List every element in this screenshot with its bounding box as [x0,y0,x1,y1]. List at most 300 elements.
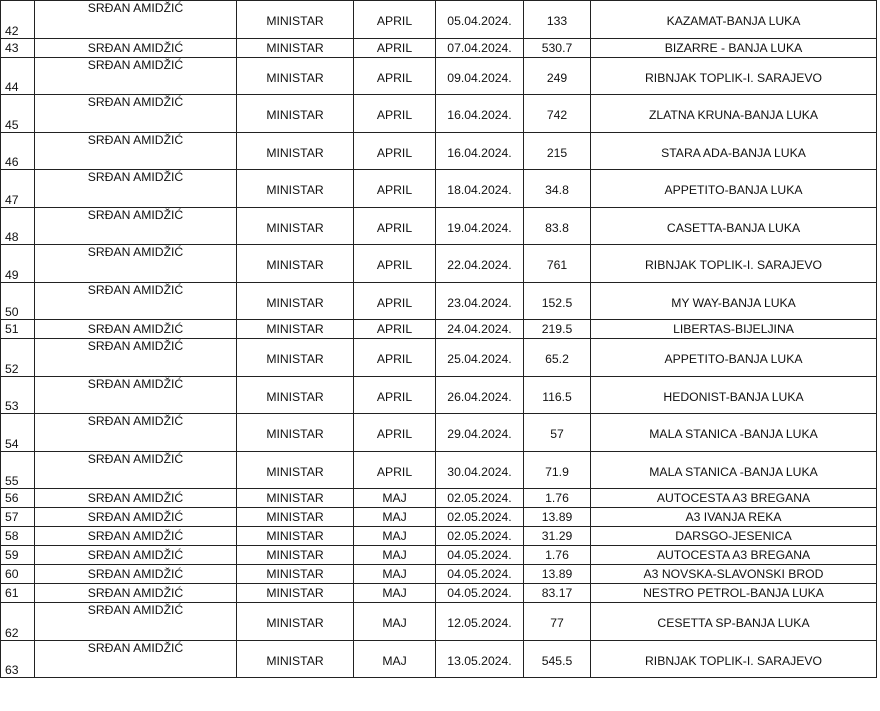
expense-place: A3 NOVSKA-SLAVONSKI BROD [643,567,824,581]
person-name: SRĐAN AMIDŽIĆ [87,451,184,466]
expense-place-cell [591,57,877,95]
position-title: MINISTAR [266,183,324,198]
person-name-cell [35,320,237,339]
person-name: SRĐAN AMIDŽIĆ [87,1,184,15]
row-number: 62 [5,625,19,640]
expense-place: NESTRO PETROL-BANJA LUKA [643,586,824,600]
expense-place-cell [591,1,877,39]
month: APRIL [376,183,413,198]
expense-amount-cell [524,170,591,208]
expense-amount: 31.29 [541,529,573,543]
table-row [1,451,877,489]
row-number-cell [1,640,35,678]
person-name-cell [35,245,237,283]
expense-date-cell [436,640,524,678]
position-title-cell [237,565,354,584]
row-number-cell [1,207,35,245]
person-name-cell [35,376,237,414]
person-name-cell [35,508,237,527]
expense-date: 16.04.2024. [447,108,512,123]
expense-amount-cell [524,339,591,377]
expense-place: APPETITO-BANJA LUKA [664,352,803,367]
table-row [1,376,877,414]
expense-date-cell [436,339,524,377]
person-name: SRĐAN AMIDŽIĆ [87,40,184,55]
person-name: SRĐAN AMIDŽIĆ [87,414,184,428]
expense-date-cell [436,489,524,508]
expense-date-cell [436,546,524,565]
expense-amount-cell [524,38,591,57]
table-row [1,508,877,527]
expense-amount: 71.9 [545,464,569,479]
month-cell [354,546,436,565]
row-number-cell [1,451,35,489]
expense-amount: 65.2 [545,352,569,367]
month: APRIL [376,464,413,479]
row-number-cell [1,132,35,170]
expense-place: HEDONIST-BANJA LUKA [663,389,804,404]
expense-amount: 57 [550,427,564,442]
expense-amount-cell [524,207,591,245]
position-title-cell [237,603,354,641]
position-title-cell [237,640,354,678]
month: APRIL [376,40,413,55]
expense-place: MY WAY-BANJA LUKA [671,295,796,310]
month-cell [354,38,436,57]
expense-amount: 1.76 [545,491,569,505]
expense-date: 05.04.2024. [447,14,512,29]
person-name: SRĐAN AMIDŽIĆ [87,322,184,336]
expense-date: 16.04.2024. [447,145,512,160]
expense-amount: 77 [550,616,564,631]
row-number: 45 [5,117,19,132]
month-cell [354,451,436,489]
expense-date-cell [436,95,524,133]
expense-date: 18.04.2024. [447,183,512,198]
position-title: MINISTAR [266,258,324,273]
expense-date: 07.04.2024. [447,40,512,55]
expense-place: RIBNJAK TOPLIK-I. SARAJEVO [645,70,822,85]
expense-date: 13.05.2024. [447,653,512,668]
month-cell [354,132,436,170]
expense-amount: 152.5 [541,295,573,310]
expense-place: AUTOCESTA A3 BREGANA [656,491,811,505]
position-title-cell [237,320,354,339]
position-title: MINISTAR [266,567,324,581]
row-number: 59 [5,548,19,562]
expense-date: 02.05.2024. [447,491,512,505]
expense-amount-cell [524,57,591,95]
position-title: MINISTAR [266,616,324,631]
expense-amount: 34.8 [545,183,569,198]
position-title: MINISTAR [266,108,324,123]
expense-place-cell [591,603,877,641]
position-title-cell [237,1,354,39]
row-number: 47 [5,192,19,207]
expense-date: 12.05.2024. [447,616,512,631]
expense-place-cell [591,584,877,603]
row-number: 53 [5,399,19,413]
month-cell [354,565,436,584]
expense-amount-cell [524,451,591,489]
expense-date-cell [436,320,524,339]
table-row [1,603,877,641]
expense-date: 24.04.2024. [447,322,512,336]
row-number-cell [1,57,35,95]
person-name-cell [35,95,237,133]
row-number-cell [1,339,35,377]
expense-amount: 13.89 [541,510,573,524]
row-number-cell [1,376,35,414]
expense-place: A3 IVANJA REKA [685,510,782,524]
expense-amount: 83.17 [541,586,573,600]
table-row [1,132,877,170]
person-name-cell [35,546,237,565]
person-name-cell [35,282,237,320]
position-title-cell [237,527,354,546]
table-row [1,282,877,320]
person-name-cell [35,170,237,208]
row-number: 60 [5,567,19,581]
position-title: MINISTAR [266,322,324,336]
position-title: MINISTAR [266,295,324,310]
expense-place: CASETTA-BANJA LUKA [666,220,801,235]
position-title: MINISTAR [266,427,324,442]
expense-amount-cell [524,527,591,546]
month-cell [354,207,436,245]
person-name-cell [35,207,237,245]
expense-place: KAZAMAT-BANJA LUKA [666,14,801,29]
expense-date: 19.04.2024. [447,220,512,235]
person-name-cell [35,640,237,678]
position-title-cell [237,95,354,133]
month-cell [354,640,436,678]
month: APRIL [376,220,413,235]
table-row [1,339,877,377]
position-title: MINISTAR [266,548,324,562]
expense-date: 30.04.2024. [447,464,512,479]
table-row [1,38,877,57]
expense-place-cell [591,414,877,452]
row-number: 42 [5,23,19,38]
position-title-cell [237,57,354,95]
position-title-cell [237,38,354,57]
position-title: MINISTAR [266,70,324,85]
expense-date-cell [436,527,524,546]
person-name: SRĐAN AMIDŽIĆ [87,339,184,353]
person-name: SRĐAN AMIDŽIĆ [87,603,184,617]
person-name-cell [35,57,237,95]
person-name: SRĐAN AMIDŽIĆ [87,529,184,543]
expense-date: 29.04.2024. [447,427,512,442]
position-title-cell [237,414,354,452]
month-cell [354,339,436,377]
table-row [1,1,877,39]
row-number-cell [1,38,35,57]
row-number-cell [1,527,35,546]
expense-amount: 545.5 [541,653,573,668]
position-title: MINISTAR [266,491,324,505]
table-row [1,414,877,452]
table-row [1,57,877,95]
expense-amount-cell [524,640,591,678]
position-title-cell [237,489,354,508]
expense-date-cell [436,451,524,489]
expense-date-cell [436,207,524,245]
row-number: 63 [5,663,19,677]
position-title-cell [237,584,354,603]
expense-place-cell [591,565,877,584]
expense-amount-cell [524,565,591,584]
person-name-cell [35,603,237,641]
expense-amount-cell [524,376,591,414]
position-title: MINISTAR [266,464,324,479]
position-title: MINISTAR [266,145,324,160]
month-cell [354,584,436,603]
person-name: SRĐAN AMIDŽIĆ [87,548,184,562]
row-number: 55 [5,474,19,488]
expense-date-cell [436,1,524,39]
row-number: 54 [5,436,19,451]
person-name-cell [35,132,237,170]
row-number: 57 [5,510,19,524]
expense-amount-cell [524,320,591,339]
person-name-cell [35,584,237,603]
expense-date: 04.05.2024. [447,586,512,600]
row-number-cell [1,603,35,641]
expense-date-cell [436,282,524,320]
expense-place-cell [591,546,877,565]
expense-date: 23.04.2024. [447,295,512,310]
expense-amount-cell [524,584,591,603]
row-number-cell [1,584,35,603]
person-name: SRĐAN AMIDŽIĆ [87,245,184,259]
expense-amount-cell [524,95,591,133]
month: MAJ [382,491,407,505]
person-name: SRĐAN AMIDŽIĆ [87,376,184,391]
position-title-cell [237,376,354,414]
expense-place: STARA ADA-BANJA LUKA [661,145,806,160]
person-name-cell [35,339,237,377]
month-cell [354,508,436,527]
person-name-cell [35,489,237,508]
expense-place-cell [591,132,877,170]
row-number: 44 [5,80,19,94]
row-number-cell [1,508,35,527]
row-number-cell [1,414,35,452]
person-name: SRĐAN AMIDŽIĆ [87,132,184,147]
month: APRIL [376,322,413,336]
expense-place: RIBNJAK TOPLIK-I. SARAJEVO [645,258,822,273]
position-title: MINISTAR [266,220,324,235]
expense-place: AUTOCESTA A3 BREGANA [656,548,811,562]
expense-amount-cell [524,1,591,39]
expense-amount: 219.5 [541,322,573,336]
month: APRIL [376,258,413,273]
person-name: SRĐAN AMIDŽIĆ [87,640,184,655]
expense-place-cell [591,282,877,320]
month: MAJ [382,586,407,600]
expense-place-cell [591,508,877,527]
expense-date: 22.04.2024. [447,258,512,273]
month-cell [354,320,436,339]
expense-amount-cell [524,489,591,508]
table-row [1,170,877,208]
month: MAJ [382,510,407,524]
expense-amount: 761 [546,258,568,273]
expense-place-cell [591,527,877,546]
month: APRIL [376,295,413,310]
position-title-cell [237,170,354,208]
position-title: MINISTAR [266,352,324,367]
month: APRIL [376,145,413,160]
expense-place: APPETITO-BANJA LUKA [664,183,803,198]
row-number-cell [1,170,35,208]
table-row [1,546,877,565]
expense-place-cell [591,489,877,508]
expense-date: 26.04.2024. [447,389,512,404]
row-number: 46 [5,155,19,169]
expense-date-cell [436,565,524,584]
person-name-cell [35,1,237,39]
expense-place-cell [591,207,877,245]
expense-place: RIBNJAK TOPLIK-I. SARAJEVO [645,653,822,668]
expense-amount: 13.89 [541,567,573,581]
expense-amount-cell [524,132,591,170]
row-number-cell [1,282,35,320]
person-name: SRĐAN AMIDŽIĆ [87,170,184,184]
position-title: MINISTAR [266,14,324,29]
person-name-cell [35,38,237,57]
expense-date: 02.05.2024. [447,510,512,524]
table-row [1,640,877,678]
expense-place-cell [591,451,877,489]
person-name-cell [35,565,237,584]
month: MAJ [382,548,407,562]
month: APRIL [376,108,413,123]
row-number: 43 [5,40,19,55]
person-name-cell [35,451,237,489]
position-title-cell [237,282,354,320]
position-title: MINISTAR [266,586,324,600]
expense-date-cell [436,38,524,57]
expense-date: 25.04.2024. [447,352,512,367]
expense-place-cell [591,95,877,133]
expense-amount: 742 [546,108,568,123]
expense-date-cell [436,57,524,95]
expense-date: 09.04.2024. [447,70,512,85]
expense-place: LIBERTAS-BIJELJINA [673,322,794,336]
row-number-cell [1,565,35,584]
person-name: SRĐAN AMIDŽIĆ [87,586,184,600]
position-title-cell [237,339,354,377]
month-cell [354,1,436,39]
row-number: 50 [5,305,19,319]
position-title-cell [237,207,354,245]
month: APRIL [376,389,413,404]
row-number-cell [1,489,35,508]
expense-place-cell [591,38,877,57]
expense-date-cell [436,584,524,603]
position-title-cell [237,451,354,489]
row-number: 49 [5,267,19,282]
month: APRIL [376,14,413,29]
month-cell [354,414,436,452]
expense-place: CESETTA SP-BANJA LUKA [657,616,810,631]
position-title: MINISTAR [266,529,324,543]
expense-date-cell [436,508,524,527]
expense-amount: 133 [546,14,568,29]
position-title: MINISTAR [266,653,324,668]
table-row [1,95,877,133]
table-row [1,245,877,283]
expense-amount-cell [524,245,591,283]
person-name-cell [35,527,237,546]
expense-amount-cell [524,414,591,452]
month-cell [354,376,436,414]
person-name: SRĐAN AMIDŽIĆ [87,282,184,297]
expense-table-body [1,1,877,678]
month: APRIL [376,352,413,367]
person-name: SRĐAN AMIDŽIĆ [87,207,184,222]
expense-amount: 249 [546,70,568,85]
table-row [1,565,877,584]
person-name: SRĐAN AMIDŽIĆ [87,57,184,72]
row-number: 58 [5,529,19,543]
table-row [1,584,877,603]
table-row [1,489,877,508]
table-row [1,320,877,339]
expense-place-cell [591,640,877,678]
row-number-cell [1,95,35,133]
expense-place-cell [591,245,877,283]
expense-date-cell [436,414,524,452]
expense-date-cell [436,376,524,414]
expense-date-cell [436,170,524,208]
expense-date: 04.05.2024. [447,548,512,562]
month-cell [354,170,436,208]
person-name: SRĐAN AMIDŽIĆ [87,510,184,524]
expense-amount: 215 [546,145,568,160]
position-title: MINISTAR [266,510,324,524]
month: APRIL [376,427,413,442]
month-cell [354,245,436,283]
month: MAJ [382,616,407,631]
month-cell [354,489,436,508]
month: MAJ [382,653,407,668]
expense-place-cell [591,170,877,208]
position-title-cell [237,546,354,565]
row-number: 52 [5,361,19,376]
position-title-cell [237,132,354,170]
expense-place: MALA STANICA -BANJA LUKA [649,464,818,479]
person-name: SRĐAN AMIDŽIĆ [87,95,184,109]
expense-amount: 83.8 [545,220,569,235]
expense-place-cell [591,320,877,339]
row-number: 48 [5,230,19,244]
month: MAJ [382,529,407,543]
position-title: MINISTAR [266,40,324,55]
month-cell [354,95,436,133]
expense-amount: 116.5 [542,389,572,404]
expense-place-cell [591,339,877,377]
expense-date: 02.05.2024. [447,529,512,543]
person-name: SRĐAN AMIDŽIĆ [87,567,184,581]
expense-date: 04.05.2024. [447,567,512,581]
row-number: 61 [5,586,19,600]
month-cell [354,282,436,320]
expense-place: MALA STANICA -BANJA LUKA [649,427,818,442]
